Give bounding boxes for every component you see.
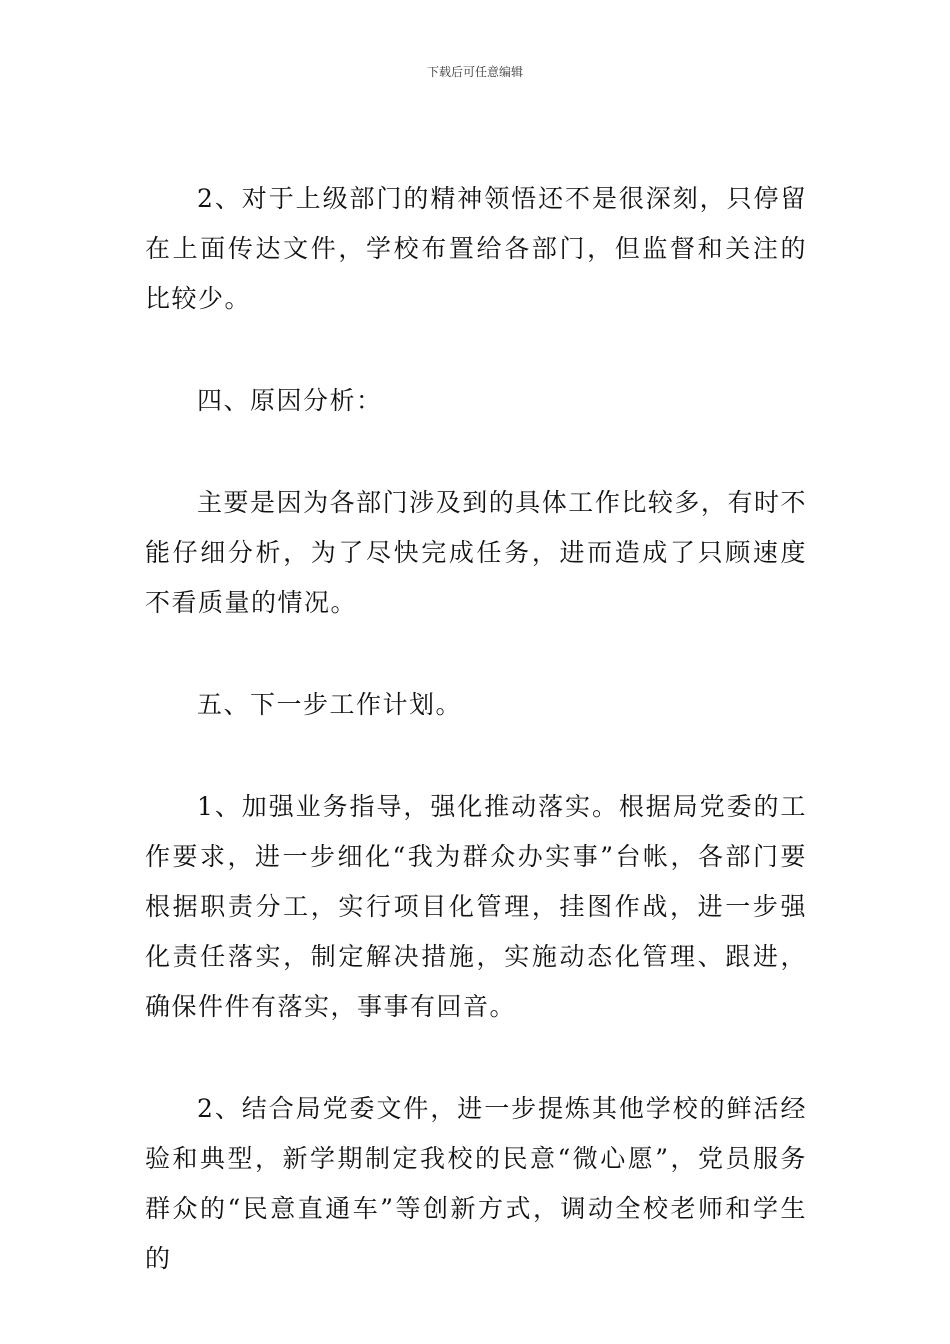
paragraph-cause-detail: 主要是因为各部门涉及到的具体工作比较多，有时不能仔细分析，为了尽快完成任务，进而造成了只顾速度不看质量的情况。 — [145, 488, 807, 617]
document-body — [145, 174, 807, 1284]
page-header-note: 下载后可任意编辑 — [426, 65, 523, 79]
paragraph-supervision-issue: 2、对于上级部门的精神领悟还不是很深刻，只停留在上面传达文件，学校布置给各部门，但监督和关注的比较少。 — [145, 184, 807, 313]
paragraph-gap — [145, 426, 807, 478]
section-heading-cause-analysis: 四、原因分析： — [197, 386, 383, 415]
paragraph-gap — [145, 730, 807, 782]
paragraph-gap — [145, 628, 807, 680]
paragraph-gap — [145, 1032, 807, 1084]
paragraph-plan-item-1: 1、加强业务指导，强化推动落实。根据局党委的工作要求，进一步细化“我为群众办实事”台帐，各部门要根据职责分工，实行项目化管理，挂图作战，进一步强化责任落实，制定解决措施，实施动态化管理、跟进，确保件件有落实，事事有回音。 — [145, 792, 807, 1021]
paragraph-plan-item-2: 2、结合局党委文件，进一步提炼其他学校的鲜活经验和典型，新学期制定我校的民意“微心愿”，党员服务群众的“民意直通车”等创新方式，调动全校老师和学生的 — [145, 1094, 807, 1273]
section-heading-next-plan: 五、下一步工作计划。 — [197, 690, 463, 719]
paragraph-gap — [145, 324, 807, 376]
